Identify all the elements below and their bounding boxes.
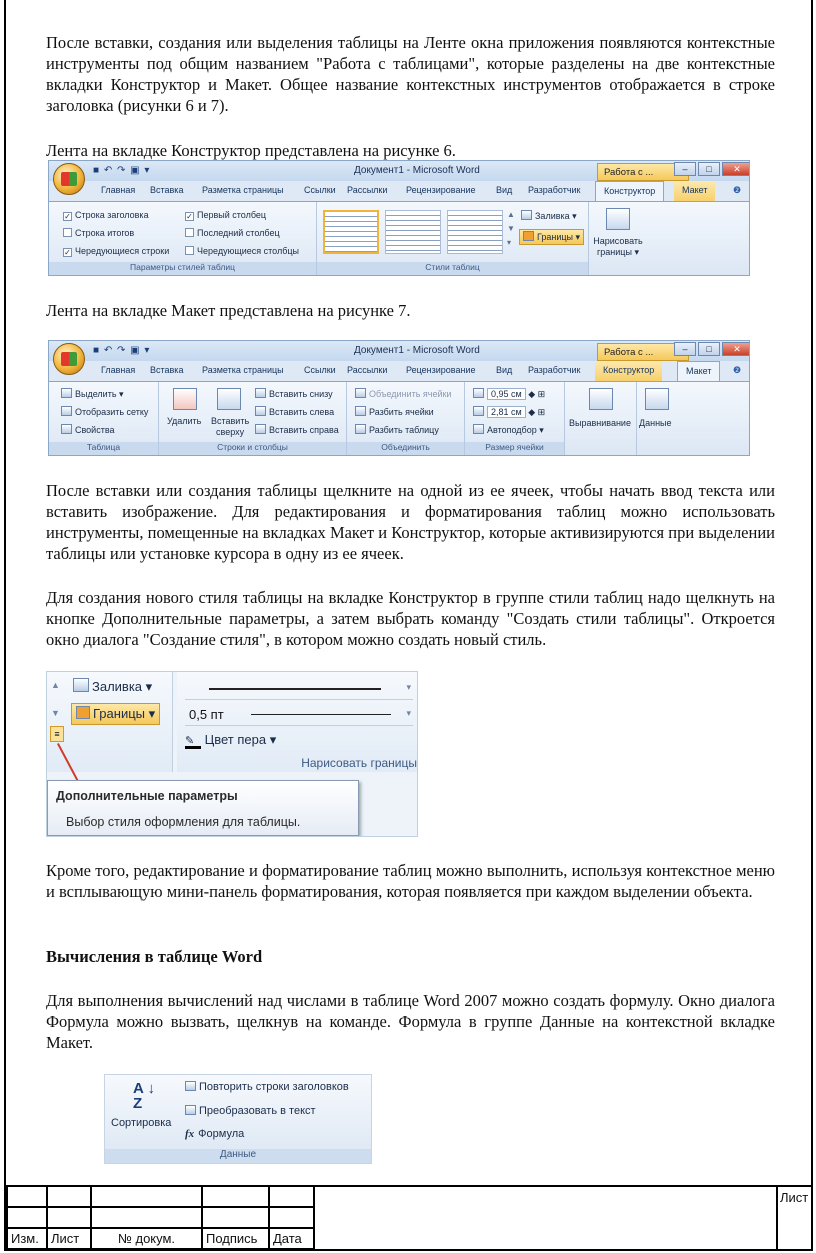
paragraph-1: После вставки, создания или выделения таблицы на Ленте окна приложения появляются контекстные инструменты под общим названием "Работа с таблицами", которые разделены на две контекстные вкладки Конструктор и Макет. Общее название контекстных инструментов отображается в строке заголовка (рисунки 6 и 7). bbox=[46, 33, 775, 115]
split-cells-icon bbox=[355, 406, 366, 416]
maximize-icon[interactable]: □ bbox=[698, 342, 720, 356]
borders-icon bbox=[523, 231, 534, 241]
chevron-down-icon: ▾ bbox=[406, 682, 411, 692]
paragraph-3: Лента на вкладке Макет представлена на рисунке 7. bbox=[46, 301, 411, 320]
quick-access-toolbar[interactable]: ■ ↶ ↷ ▣ ▾ bbox=[93, 165, 151, 176]
document-title: Документ1 - Microsoft Word bbox=[354, 345, 480, 356]
insert-below-icon bbox=[255, 388, 266, 398]
tab-mailings[interactable]: Рассылки bbox=[347, 185, 388, 195]
quick-access-toolbar[interactable]: ■ ↶ ↷ ▣ ▾ bbox=[93, 345, 151, 356]
borders-snippet bbox=[46, 671, 418, 837]
properties-button[interactable]: Свойства bbox=[61, 424, 115, 435]
tab-layout[interactable]: Макет bbox=[674, 181, 715, 201]
option-banded-rows[interactable]: ✓ Чередующиеся строки bbox=[64, 246, 170, 257]
pen-color-button[interactable]: ✎ Цвет пера ▾ bbox=[185, 732, 277, 747]
tab-mailings[interactable]: Рассылки bbox=[347, 365, 388, 375]
formula-button[interactable]: fx Формула bbox=[185, 1128, 245, 1140]
option-first-column[interactable]: ✓ Первый столбец bbox=[186, 210, 267, 221]
repeat-header-rows-button[interactable]: Повторить строки заголовков bbox=[185, 1081, 349, 1093]
minimize-icon[interactable]: – bbox=[674, 342, 696, 356]
insert-left-icon bbox=[255, 406, 266, 416]
close-icon[interactable]: ✕ bbox=[722, 162, 750, 176]
tab-review[interactable]: Рецензирование bbox=[406, 365, 476, 375]
insert-left-button[interactable]: Вставить слева bbox=[255, 406, 334, 417]
repeat-rows-icon bbox=[185, 1081, 196, 1091]
tab-view[interactable]: Вид bbox=[496, 185, 513, 195]
cursor-icon bbox=[61, 388, 72, 398]
chevron-down-icon: ▾ bbox=[406, 708, 411, 718]
option-last-column[interactable]: Последний столбец bbox=[185, 228, 280, 238]
stamp-list: Лист bbox=[47, 1228, 91, 1249]
checkbox[interactable] bbox=[185, 246, 194, 255]
tab-layout[interactable]: Макет bbox=[677, 361, 720, 381]
title-bar bbox=[49, 341, 749, 361]
autofit-button[interactable]: Автоподбор ▾ bbox=[473, 424, 544, 436]
group-label: Таблица bbox=[49, 442, 158, 455]
document-title: Документ1 - Microsoft Word bbox=[354, 165, 480, 176]
draw-borders-label: Нарисовать границы bbox=[301, 756, 417, 770]
merge-group bbox=[347, 382, 465, 455]
stamp-sign: Подпись bbox=[202, 1228, 269, 1249]
paragraph-4: После вставки или создания таблицы щелкните на одной из ее ячеек, чтобы начать ввод текста или вставить изображение. Для редактирования и форматирования таблиц можно использовать инструменты, помещенные на вкладках Макет и Конструктор, которые активизируются при выделении таблицы или установке курсора в одну из ее ячеек. bbox=[46, 481, 775, 563]
alignment-icon[interactable] bbox=[589, 388, 613, 410]
gallery-scroll[interactable]: ▲ ▼ ▾ bbox=[507, 210, 515, 247]
ribbon-panel bbox=[49, 381, 749, 455]
table-style-thumbnail[interactable] bbox=[447, 210, 503, 254]
more-options-button[interactable]: ≡ bbox=[50, 726, 64, 742]
tab-review[interactable]: Рецензирование bbox=[406, 185, 476, 195]
group-label: Стили таблиц bbox=[317, 262, 588, 275]
insert-above-button[interactable]: Вставить сверху bbox=[211, 416, 250, 437]
split-cells-button[interactable]: Разбить ячейки bbox=[355, 406, 434, 417]
stamp-date: Дата bbox=[269, 1228, 314, 1249]
pen-icon: ✎ bbox=[185, 736, 201, 749]
insert-right-button[interactable]: Вставить справа bbox=[255, 424, 339, 435]
view-gridlines-button[interactable]: Отобразить сетку bbox=[61, 406, 148, 417]
group-label: Размер ячейки bbox=[465, 442, 564, 455]
checkbox[interactable] bbox=[185, 228, 194, 237]
group-label: Параметры стилей таблиц bbox=[49, 262, 316, 275]
table-style-thumbnail[interactable] bbox=[385, 210, 441, 254]
borders-button[interactable]: Границы ▾ bbox=[71, 703, 160, 725]
scroll-down-icon[interactable]: ▼ bbox=[51, 708, 60, 718]
line-style-dropdown[interactable] bbox=[185, 678, 413, 700]
sort-icon[interactable]: A ↓ Z bbox=[133, 1080, 155, 1112]
merge-cells-button[interactable]: Объединить ячейки bbox=[355, 388, 451, 399]
table-group bbox=[49, 382, 159, 455]
title-block bbox=[6, 1185, 811, 1249]
stamp-izm: Изм. bbox=[7, 1228, 47, 1249]
option-total-row[interactable]: Строка итогов bbox=[63, 228, 134, 238]
delete-icon[interactable] bbox=[173, 388, 197, 410]
title-block-table bbox=[6, 1185, 315, 1250]
borders-icon bbox=[76, 706, 90, 719]
delete-button[interactable]: Удалить bbox=[167, 416, 202, 426]
tab-references[interactable]: Ссылки bbox=[304, 365, 336, 375]
tab-design[interactable]: Конструктор bbox=[595, 181, 664, 201]
table-styles-group bbox=[317, 202, 589, 275]
paint-bucket-icon bbox=[521, 210, 532, 220]
column-width-field[interactable]: 2,81 см ◆ ⊞ bbox=[473, 406, 545, 418]
borders-button[interactable]: Границы ▾ bbox=[519, 229, 584, 245]
insert-right-icon bbox=[255, 424, 266, 434]
row-height-field[interactable]: 0,95 см ◆ ⊞ bbox=[473, 388, 545, 400]
group-label: Строки и столбцы bbox=[159, 442, 346, 455]
data-group-snippet bbox=[104, 1074, 372, 1164]
stamp-sheet: Лист bbox=[776, 1185, 811, 1249]
tooltip-text: Выбор стиля оформления для таблицы. bbox=[66, 815, 301, 829]
tab-insert[interactable]: Вставка bbox=[150, 185, 184, 195]
tooltip bbox=[47, 780, 359, 836]
group-label: Данные bbox=[105, 1149, 371, 1163]
convert-to-text-button[interactable]: Преобразовать в текст bbox=[185, 1105, 316, 1117]
height-icon bbox=[473, 388, 484, 398]
alignment-button[interactable]: Выравнивание bbox=[569, 418, 631, 428]
fill-button[interactable]: Заливка ▾ bbox=[73, 678, 152, 695]
tab-page-layout[interactable]: Разметка страницы bbox=[202, 365, 284, 375]
tab-home[interactable]: Главная bbox=[101, 365, 136, 375]
data-group-small bbox=[637, 382, 677, 455]
title-block-main-cell bbox=[313, 1185, 778, 1249]
width-icon bbox=[473, 406, 484, 416]
properties-icon bbox=[61, 424, 72, 434]
ribbon-tabs bbox=[49, 361, 749, 381]
option-header-row[interactable]: ✓ Строка заголовка bbox=[64, 210, 149, 221]
fill-button[interactable]: Заливка ▾ bbox=[521, 210, 577, 222]
insert-below-button[interactable]: Вставить снизу bbox=[255, 388, 333, 399]
context-tools-title: Работа с ... bbox=[597, 163, 689, 181]
help-icon[interactable]: ❷ bbox=[733, 365, 742, 375]
paragraph-5: Для создания нового стиля таблицы на вкладке Конструктор в группе стили таблиц надо щелкнуть на кнопке Дополнительные параметры, а затем выбрать команду "Создать стили таблицы". Откроется окно диалога "Создание стиля", в котором можно создать новый стиль. bbox=[46, 588, 775, 649]
figure-6-ribbon bbox=[48, 160, 750, 276]
scroll-up-icon[interactable]: ▲ bbox=[51, 680, 60, 690]
draw-borders-group bbox=[589, 202, 647, 275]
data-button[interactable]: Данные bbox=[639, 418, 672, 428]
option-banded-columns[interactable]: Чередующиеся столбцы bbox=[185, 246, 299, 256]
style-options-group bbox=[49, 202, 317, 275]
context-tools-title: Работа с ... bbox=[597, 343, 689, 361]
minimize-icon[interactable]: – bbox=[674, 162, 696, 176]
paragraph-6: Кроме того, редактирование и форматирование таблиц можно выполнить, используя контекстное меню и всплывающую мини-панель форматирования, которая появляется при каждом выделении объекта. bbox=[46, 861, 775, 901]
window-buttons[interactable] bbox=[674, 342, 750, 358]
rows-columns-group bbox=[159, 382, 347, 455]
draw-borders-part bbox=[177, 672, 418, 772]
title-bar bbox=[49, 161, 749, 181]
ribbon-panel bbox=[49, 201, 749, 275]
convert-icon bbox=[185, 1105, 196, 1115]
tab-design[interactable]: Конструктор bbox=[595, 361, 662, 381]
checkbox[interactable]: ✓ bbox=[64, 212, 71, 221]
window-buttons[interactable] bbox=[674, 162, 750, 178]
line-style-sample bbox=[209, 688, 381, 690]
tab-page-layout[interactable]: Разметка страницы bbox=[202, 185, 284, 195]
paragraph-2: Лента на вкладке Конструктор представлена на рисунке 6. bbox=[46, 141, 456, 160]
tab-home[interactable]: Главная bbox=[101, 185, 136, 195]
draw-borders-button[interactable]: Нарисовать границы ▾ bbox=[593, 236, 643, 257]
tab-developer[interactable]: Разработчик bbox=[528, 185, 581, 195]
close-icon[interactable]: ✕ bbox=[722, 342, 750, 356]
autofit-icon bbox=[473, 424, 484, 434]
ribbon-tabs bbox=[49, 181, 749, 201]
data-icon[interactable] bbox=[645, 388, 669, 410]
checkbox[interactable] bbox=[63, 228, 72, 237]
help-icon[interactable]: ❷ bbox=[733, 185, 742, 195]
insert-above-icon[interactable] bbox=[217, 388, 241, 410]
tab-references[interactable]: Ссылки bbox=[304, 185, 336, 195]
table-style-thumbnail[interactable] bbox=[323, 210, 379, 254]
stamp-doc-no: № докум. bbox=[91, 1228, 202, 1249]
pencil-icon[interactable] bbox=[606, 208, 630, 230]
tab-insert[interactable]: Вставка bbox=[150, 365, 184, 375]
sort-button[interactable]: Сортировка bbox=[111, 1117, 172, 1129]
merge-icon bbox=[355, 388, 366, 398]
grid-icon bbox=[61, 406, 72, 416]
split-table-button[interactable]: Разбить таблицу bbox=[355, 424, 439, 435]
line-weight-sample bbox=[251, 714, 391, 715]
tab-view[interactable]: Вид bbox=[496, 365, 513, 375]
paint-bucket-icon bbox=[73, 678, 89, 692]
checkbox[interactable]: ✓ bbox=[186, 212, 193, 221]
checkbox[interactable]: ✓ bbox=[64, 248, 71, 257]
alignment-group bbox=[565, 382, 637, 455]
split-table-icon bbox=[355, 424, 366, 434]
section-heading: Вычисления в таблице Word bbox=[46, 947, 263, 966]
paragraph-7: Для выполнения вычислений над числами в таблице Word 2007 можно создать формулу. Окно диалога Формула можно вызвать, щелкнув на команде. Формула в группе Данные на контекстной вкладке Макет. bbox=[46, 991, 775, 1052]
figure-7-ribbon bbox=[48, 340, 750, 456]
line-weight-dropdown[interactable]: 0,5 пт ▾ bbox=[185, 704, 413, 726]
tooltip-title: Дополнительные параметры bbox=[56, 789, 238, 803]
select-button[interactable]: Выделить ▾ bbox=[61, 388, 124, 400]
tab-developer[interactable]: Разработчик bbox=[528, 365, 581, 375]
group-label: Объединить bbox=[347, 442, 464, 455]
fx-icon: fx bbox=[185, 1128, 195, 1140]
maximize-icon[interactable]: □ bbox=[698, 162, 720, 176]
cell-size-group bbox=[465, 382, 565, 455]
